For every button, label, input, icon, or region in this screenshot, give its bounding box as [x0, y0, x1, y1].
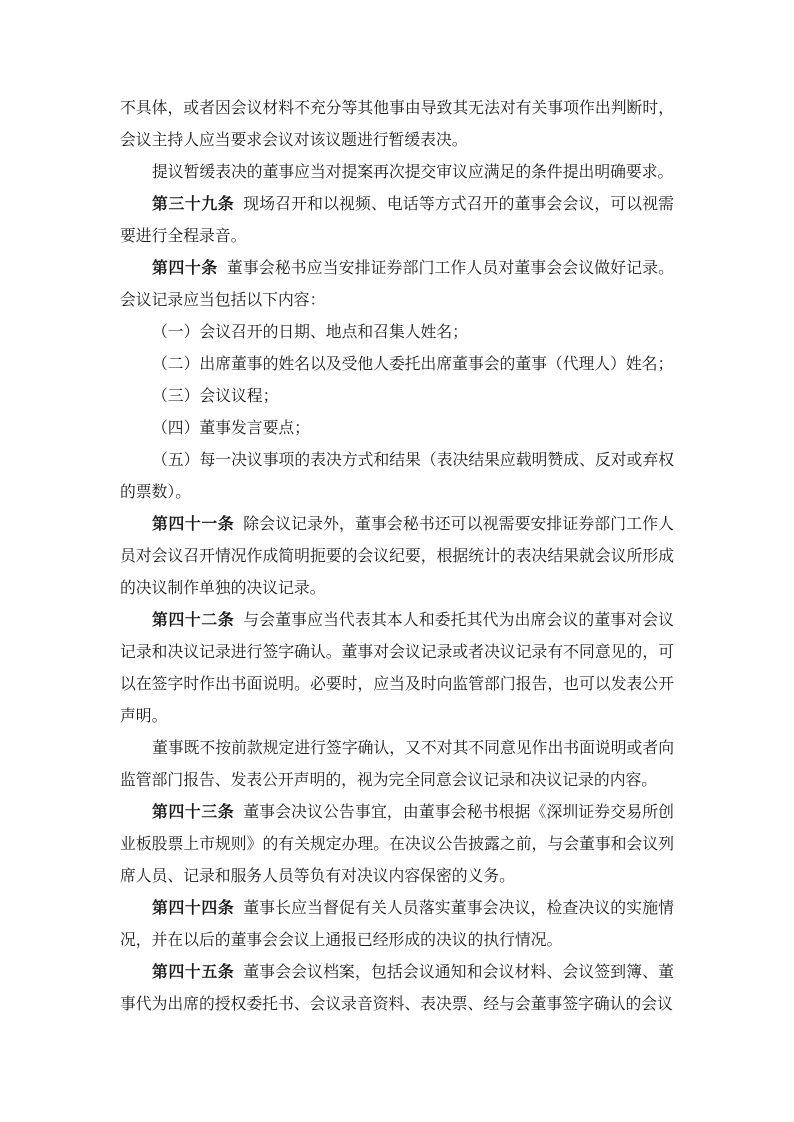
- paragraph-text: 不具体，或者因会议材料不充分等其他事由导致其无法对有关事项作出判断时，会议主持人应当要求会议对该议题进行暂缓表决。: [120, 100, 674, 149]
- article-paragraph: [120, 605, 674, 733]
- paragraph-text: （二）出席董事的姓名以及受他人委托出席董事会的董事（代理人）姓名；: [152, 356, 674, 373]
- paragraph: [120, 413, 674, 445]
- paragraph-text: （三）会议议程；: [152, 388, 279, 405]
- paragraph-text: （四）董事发言要点；: [152, 420, 310, 437]
- article-number: 第三十九条: [152, 196, 235, 213]
- paragraph-text: 与会董事应当代表其本人和委托其代为出席会议的董事对会议记录和决议记录进行签字确认。董事对会议记录或者决议记录有不同意见的，可以在签字时作出书面说明。必要时，应当及时向监管部门报告，也可以发表公开声明。: [120, 612, 674, 725]
- paragraph-text: 现场召开和以视频、电话等方式召开的董事会会议，可以视需要进行全程录音。: [120, 196, 674, 245]
- paragraph-text: 提议暂缓表决的董事应当对提案再次提交审议应满足的条件提出明确要求。: [152, 164, 674, 181]
- article-paragraph: [120, 957, 674, 1021]
- article-paragraph: [120, 253, 674, 317]
- paragraph-text: 董事会决议公告事宜，由董事会秘书根据《深圳证券交易所创业板股票上市规则》的有关规定办理。在决议公告披露之前，与会董事和会议列席人员、记录和服务人员等负有对决议内容保密的义务。: [120, 804, 674, 885]
- paragraph-text: （一）会议召开的日期、地点和召集人姓名；: [152, 324, 468, 341]
- paragraph-text: 董事既不按前款规定进行签字确认，又不对其不同意见作出书面说明或者向监管部门报告、发表公开声明的，视为完全同意会议记录和决议记录的内容。: [120, 740, 674, 789]
- article-number: 第四十一条: [152, 516, 235, 533]
- paragraph: [120, 733, 674, 797]
- paragraph-text: 董事会秘书应当安排证券部门工作人员对董事会会议做好记录。会议记录应当包括以下内容：: [120, 260, 674, 309]
- article-paragraph: [120, 797, 674, 893]
- document-body: [120, 93, 674, 1021]
- article-number: 第四十四条: [152, 900, 235, 917]
- article-paragraph: [120, 509, 674, 605]
- article-number: 第四十二条: [152, 612, 235, 629]
- article-number: 第四十五条: [152, 964, 235, 981]
- paragraph-text: （五）每一决议事项的表决方式和结果（表决结果应载明赞成、反对或弃权的票数）。: [120, 452, 674, 501]
- paragraph: [120, 317, 674, 349]
- paragraph: [120, 445, 674, 509]
- paragraph: [120, 157, 674, 189]
- paragraph: [120, 93, 674, 157]
- paragraph: [120, 381, 674, 413]
- paragraph-text: 董事长应当督促有关人员落实董事会决议，检查决议的实施情况，并在以后的董事会会议上通报已经形成的决议的执行情况。: [120, 900, 674, 949]
- article-paragraph: [120, 189, 674, 253]
- paragraph: [120, 349, 674, 381]
- article-number: 第四十三条: [152, 804, 235, 821]
- article-paragraph: [120, 893, 674, 957]
- paragraph-text: 董事会会议档案，包括会议通知和会议材料、会议签到簿、董事代为出席的授权委托书、会议录音资料、表决票、经与会董事签字确认的会议: [120, 964, 674, 1013]
- article-number: 第四十条: [152, 260, 218, 277]
- paragraph-text: 除会议记录外，董事会秘书还可以视需要安排证券部门工作人员对会议召开情况作成简明扼要的会议纪要，根据统计的表决结果就会议所形成的决议制作单独的决议记录。: [120, 516, 674, 597]
